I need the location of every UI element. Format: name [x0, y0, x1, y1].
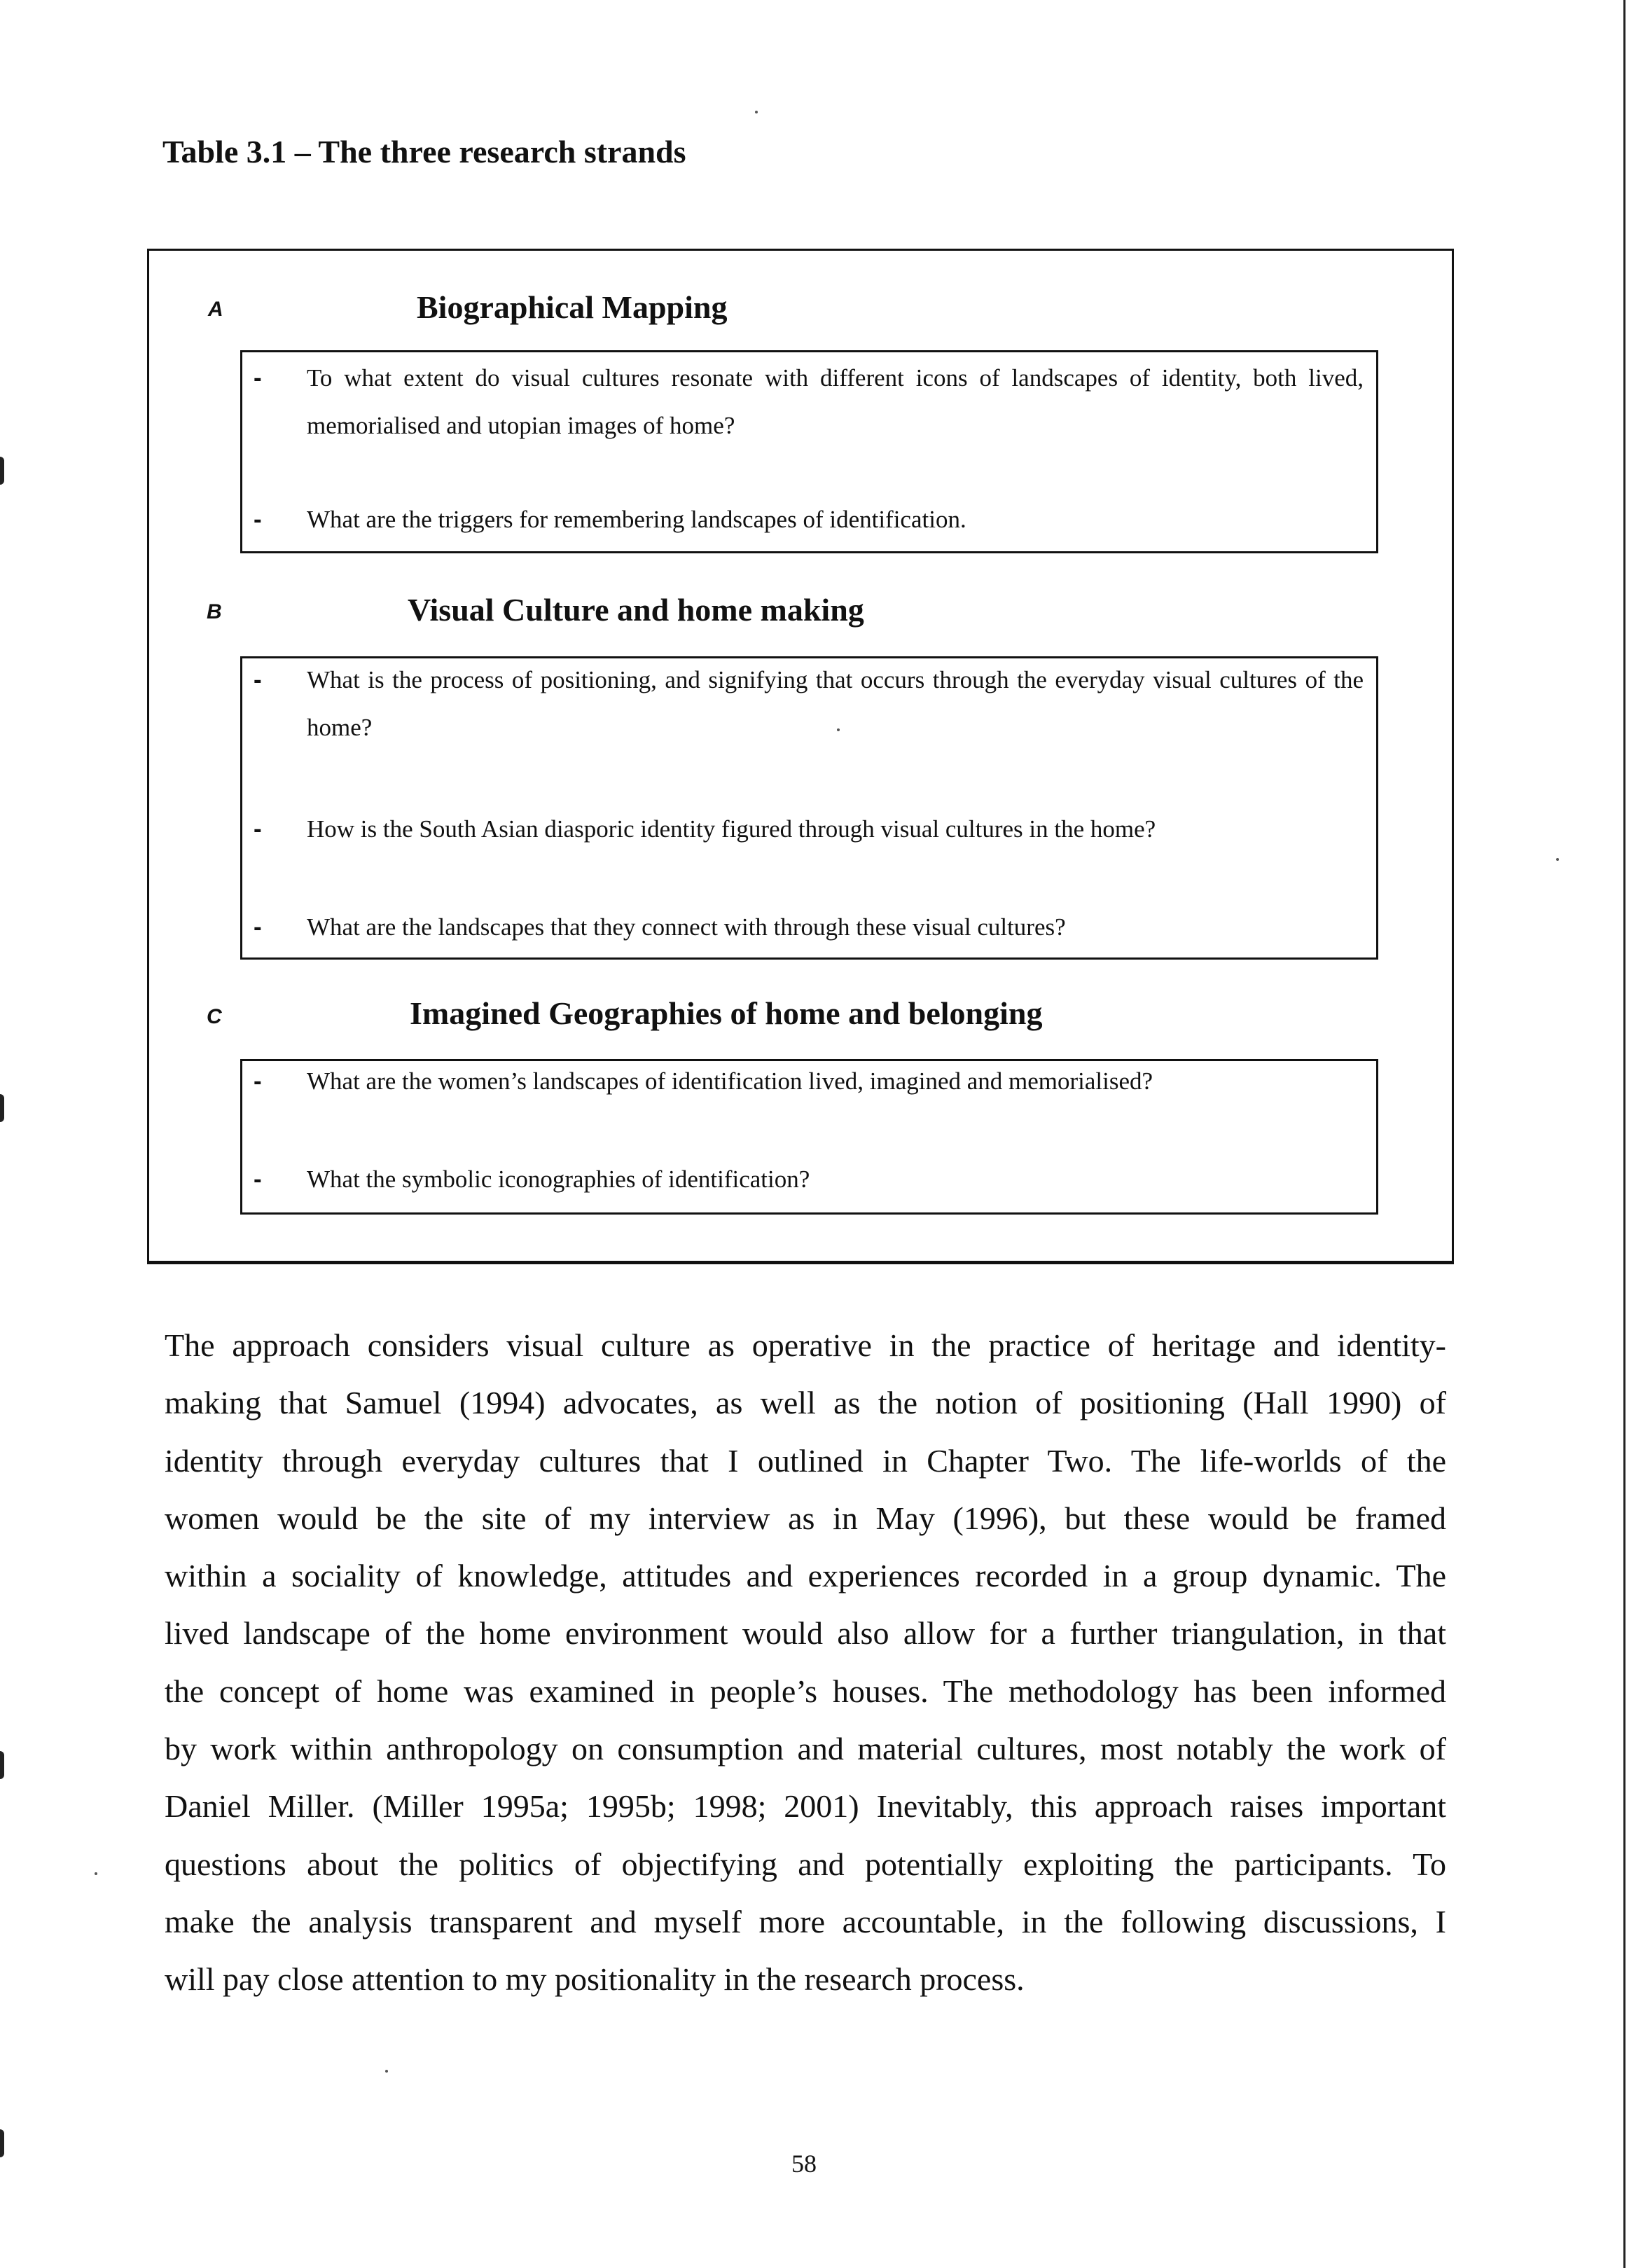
- paragraph-line: making that Samuel (1994) advocates, as well as the notion of positioning (Hall 1990) of: [165, 1385, 1446, 1421]
- question-text: To what extent do visual cultures resonate with different icons of landscapes of identity, both lived, memorialised and utopian images of home?: [307, 364, 1364, 439]
- scan-speck: [1556, 858, 1559, 861]
- strand-a-questions-box: [240, 350, 1378, 553]
- strand-a-letter: A: [208, 298, 223, 321]
- strand-a-title: Biographical Mapping: [417, 289, 728, 325]
- paragraph-line: within a sociality of knowledge, attitudes and experiences recorded in a group dynamic. The: [165, 1558, 1446, 1594]
- strand-b-questions-box: [240, 656, 1378, 960]
- question-text: What are the landscapes that they connect with through these visual cultures?: [307, 913, 1066, 941]
- paragraph-line: the concept of home was examined in people’s houses. The methodology has been informed: [165, 1673, 1446, 1709]
- page-number: 58: [791, 2150, 817, 2178]
- strand-b-title: Visual Culture and home making: [408, 592, 864, 628]
- scan-edge-line: [1623, 0, 1625, 2268]
- question-text: What are the women’s landscapes of identification lived, imagined and memorialised?: [307, 1067, 1153, 1095]
- paragraph-line: will pay close attention to my positionality in the research process.: [165, 1961, 1025, 1998]
- paragraph-line: make the analysis transparent and myself more accountable, in the following discussions, I: [165, 1903, 1446, 1939]
- table-caption: Table 3.1 – The three research strands: [162, 134, 686, 170]
- binding-hole-mark: [0, 457, 4, 485]
- question-text: What are the triggers for remembering landscapes of identification.: [307, 506, 966, 533]
- scan-speck: [385, 2070, 388, 2073]
- paragraph-line: identity through everyday cultures that I outlined in Chapter Two. The life-worlds of the: [165, 1442, 1446, 1479]
- bullet-dash: -: [254, 815, 262, 843]
- paragraph-line: lived landscape of the home environment would also allow for a further triangulation, in that: [165, 1615, 1446, 1652]
- bullet-dash: -: [254, 506, 262, 533]
- question-text: What is the process of positioning, and signifying that occurs through the everyday visual cultures of the home?: [307, 666, 1364, 741]
- paragraph-line: Daniel Miller. (Miller 1995a; 1995b; 1998; 2001) Inevitably, this approach raises important: [165, 1788, 1446, 1825]
- strand-c-title: Imagined Geographies of home and belonging: [410, 995, 1043, 1031]
- scan-speck: [755, 111, 758, 113]
- bullet-dash: -: [254, 1166, 262, 1193]
- body-paragraph: [165, 1317, 1446, 2009]
- paragraph-line: questions about the politics of objectifying and potentially exploiting the participants. To: [165, 1846, 1446, 1882]
- bullet-dash: -: [254, 1067, 262, 1095]
- binding-hole-mark: [0, 1751, 4, 1779]
- bullet-dash: -: [254, 913, 262, 941]
- question-text: What the symbolic iconographies of identification?: [307, 1166, 810, 1193]
- paragraph-line: The approach considers visual culture as operative in the practice of heritage and identity-: [165, 1327, 1446, 1363]
- strand-c-letter: C: [207, 1005, 222, 1028]
- paragraph-line: by work within anthropology on consumption and material cultures, most notably the work of: [165, 1731, 1446, 1767]
- strand-c-questions-box: [240, 1059, 1378, 1215]
- bullet-dash: -: [254, 364, 262, 392]
- scan-speck: [95, 1872, 97, 1875]
- question-text: How is the South Asian diasporic identity figured through visual cultures in the home?: [307, 815, 1156, 843]
- paragraph-line: women would be the site of my interview as in May (1996), but these would be framed: [165, 1500, 1446, 1536]
- bullet-dash: -: [254, 666, 262, 693]
- strand-b-letter: B: [207, 600, 222, 623]
- binding-hole-mark: [0, 2129, 4, 2157]
- binding-hole-mark: [0, 1094, 4, 1122]
